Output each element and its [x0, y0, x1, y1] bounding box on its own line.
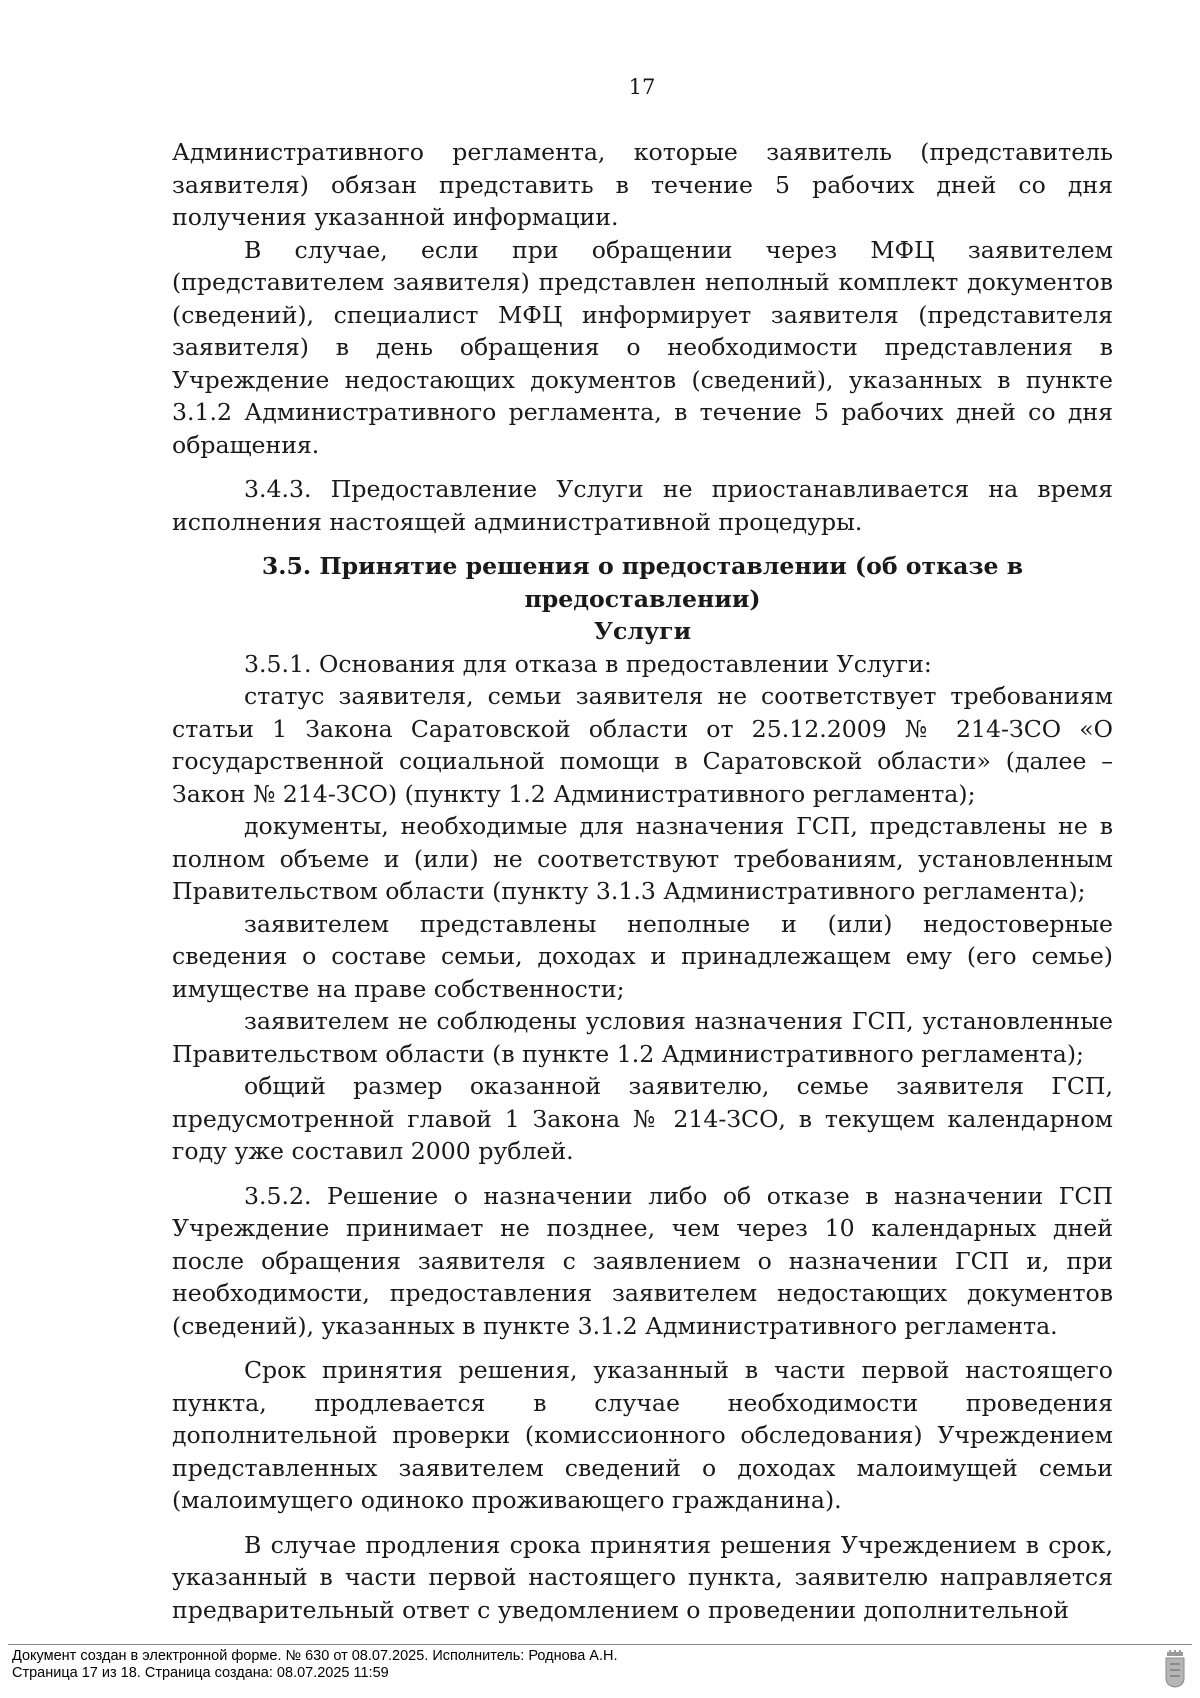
- paragraph-3-4-3: 3.4.3. Предоставление Услуги не приостанавливается на время исполнения настоящей административной процедуры.: [172, 475, 1113, 536]
- document-body: [172, 136, 1113, 1626]
- paragraph-mfc: В случае, если при обращении через МФЦ заявителем (представителем заявителя) представлен неполный комплект документов (сведений), специалист МФЦ информирует заявителя (представителя заявителя) в день обращения о необходимости представления в Учреждение недостающих документов (сведений), указанных в пункте 3.1.2 Административного регламента, в течение 5 рабочих дней со дня обращения.: [172, 235, 1113, 459]
- footer-line-2: Страница 17 из 18. Страница создана: 08.07.2025 11:59: [12, 1664, 389, 1681]
- paragraph-3-5-1: 3.5.1. Основания для отказа в предоставлении Услуги:: [244, 649, 932, 678]
- page-number: 17: [628, 75, 656, 99]
- coat-of-arms-icon: [1164, 1650, 1186, 1688]
- section-heading-line-2: Услуги: [593, 617, 692, 645]
- paragraph-continuation: Административного регламента, которые заявитель (представитель заявителя) обязан представить в течение 5 рабочих дней со дня получения указанной информации.: [172, 138, 1113, 231]
- paragraph-3-5-2: 3.5.2. Решение о назначении либо об отказе в назначении ГСП Учреждение принимает не позднее, чем через 10 календарных дней после обращения заявителя с заявлением о назначении ГСП и, при необходимости, предоставления заявителем недостающих документов (сведений), указанных в пункте 3.1.2 Административного регламента.: [172, 1181, 1113, 1340]
- paragraph-preliminary-answer: В случае продления срока принятия решения Учреждением в срок, указанный в части первой настоящего пункта, заявителю направляется предварительный ответ с уведомлением о проведении дополнительной: [172, 1530, 1113, 1624]
- footer-line-1: Документ создан в электронной форме. № 630 от 08.07.2025. Исполнитель: Роднова А.Н.: [12, 1648, 618, 1664]
- paragraph-term-extension: Срок принятия решения, указанный в части первой настоящего пункта, продлевается в случае необходимости проведения дополнительной проверки (комиссионного обследования) Учреждением представленных заявителем сведений о доходах малоимущей семьи (малоимущего одиноко проживающего гражданина).: [172, 1356, 1113, 1514]
- section-heading-3-5: [172, 550, 1113, 648]
- footer-divider: [8, 1644, 1192, 1645]
- list-item-status: статус заявителя, семьи заявителя не соответствует требованиям статьи 1 Закона Саратовской области от 25.12.2009 № 214-ЗСО «О государственной социальной помощи в Саратовской области» (далее – Закон № 214-ЗСО) (пункту 1.2 Административного регламента);: [172, 682, 1113, 808]
- section-heading-line-1: 3.5. Принятие решения о предоставлении (об отказе в предоставлении): [261, 552, 1024, 613]
- list-item-conditions: заявителем не соблюдены условия назначения ГСП, установленные Правительством области (в пункте 1.2 Административного регламента);: [172, 1007, 1113, 1068]
- document-footer: [12, 1648, 618, 1681]
- list-item-documents: документы, необходимые для назначения ГСП, представлены не в полном объеме и (или) не соответствуют требованиям, установленным Правительством области (пункту 3.1.3 Административного регламента);: [172, 812, 1113, 905]
- list-item-incomplete-info: заявителем представлены неполные и (или) недостоверные сведения о составе семьи, доходах и принадлежащем ему (его семье) имуществе на праве собственности;: [172, 909, 1113, 1003]
- list-item-total-amount: общий размер оказанной заявителю, семье заявителя ГСП, предусмотренной главой 1 Закона № 214-ЗСО, в текущем календарном году уже составил 2000 рублей.: [172, 1072, 1113, 1165]
